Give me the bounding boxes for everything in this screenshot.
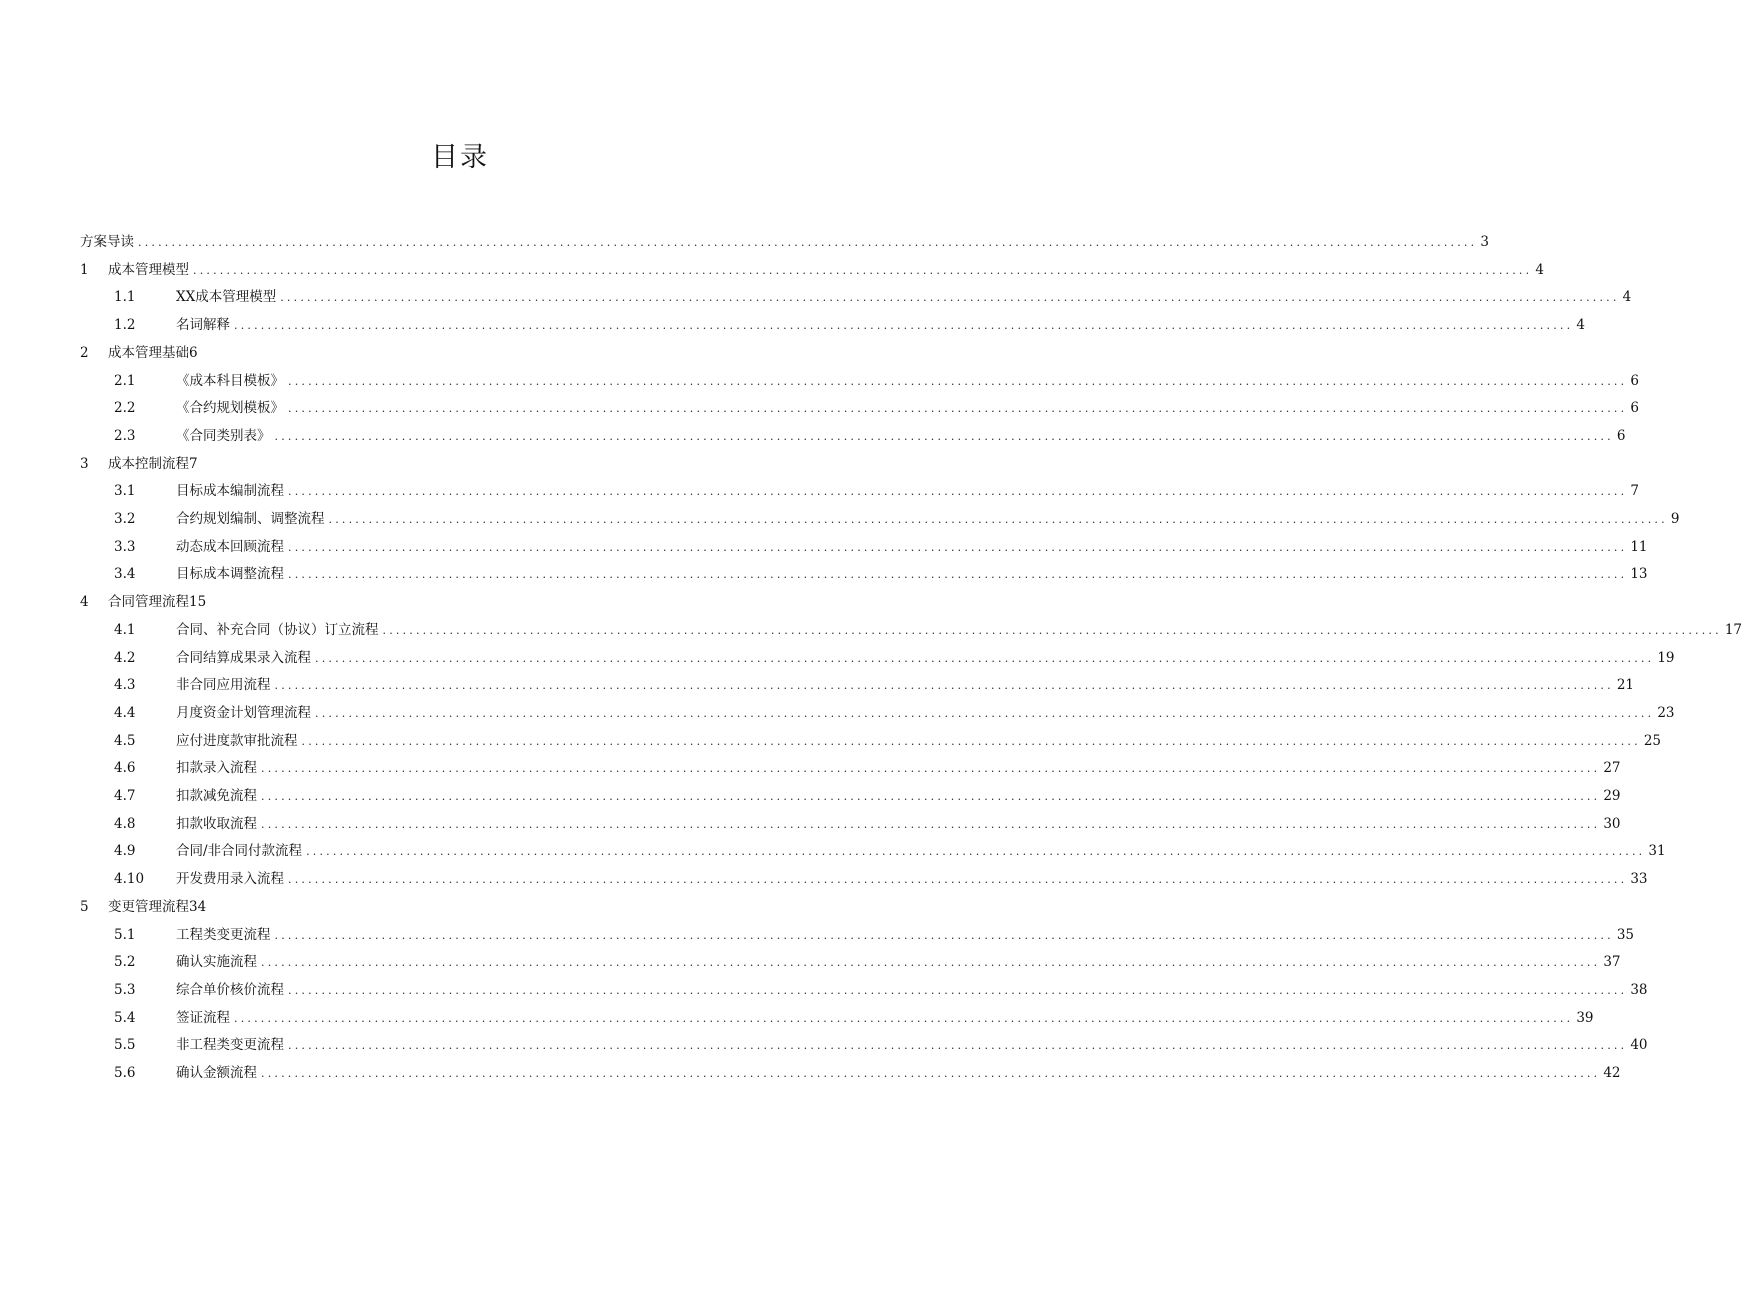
- toc-entry-number: 4.1: [114, 621, 136, 638]
- toc-entry-title: 签证流程: [176, 1009, 230, 1026]
- toc-entry-title: 成本控制流程7: [108, 455, 198, 472]
- toc-entry-title: 目标成本调整流程: [176, 566, 284, 583]
- toc-entry-page: 6: [1630, 372, 1639, 389]
- toc-dot-leader: ........................................................................................................................................................................................................: [234, 319, 1574, 333]
- toc-entry-page: 40: [1630, 1037, 1648, 1054]
- toc-dot-leader: ........................................................................................................................................................................................................: [274, 429, 1614, 443]
- toc-entry-title: 《合同类别表》: [176, 427, 271, 444]
- toc-entry[interactable]: [80, 894, 206, 920]
- toc-entry-title: 成本管理基础6: [108, 344, 198, 361]
- toc-dot-leader: ........................................................................................................................................................................................................: [382, 623, 1722, 637]
- toc-entry[interactable]: [114, 478, 1639, 504]
- toc-entry-number: 3.1: [114, 483, 136, 500]
- toc-entry[interactable]: [114, 838, 1666, 864]
- toc-entry-page: 11: [1630, 538, 1648, 555]
- toc-entry[interactable]: [114, 312, 1585, 338]
- toc-entry-page: 25: [1643, 732, 1662, 749]
- toc-dot-leader: ........................................................................................................................................................................................................: [138, 236, 1478, 249]
- toc-entry-title: 名词解释: [176, 317, 230, 334]
- toc-entry-page: 37: [1603, 954, 1621, 971]
- toc-entry-number: 4.6: [114, 760, 136, 777]
- toc-entry-page: 30: [1603, 815, 1621, 832]
- toc-entry[interactable]: [114, 395, 1639, 421]
- toc-entry-number: 5: [80, 898, 89, 915]
- toc-entry-number: 3.2: [114, 511, 136, 527]
- toc-entry-page: 13: [1630, 566, 1648, 583]
- toc-entry-title: 成本管理模型: [108, 261, 189, 278]
- toc-entry-number: 5.1: [114, 926, 136, 943]
- toc-dot-leader: ........................................................................................................................................................................................................: [288, 568, 1628, 582]
- toc-entry-page: 19: [1657, 649, 1675, 666]
- toc-entry-title: 动态成本回顾流程: [176, 538, 284, 555]
- toc-dot-leader: ........................................................................................................................................................................................................: [280, 291, 1620, 305]
- toc-entry-title: 扣款录入流程: [176, 760, 257, 777]
- toc-entry-page: 4: [1576, 317, 1585, 334]
- toc-entry-title: 合同、补充合同（协议）订立流程: [176, 621, 379, 638]
- toc-entry-number: 4.7: [114, 788, 136, 804]
- toc-entry-page: 39: [1576, 1009, 1594, 1026]
- toc-entry-title: 《合约规划模板》: [176, 400, 284, 417]
- toc-entry-number: 4.8: [114, 815, 136, 832]
- toc-entry[interactable]: [114, 534, 1648, 560]
- toc-entry[interactable]: [114, 977, 1648, 1003]
- toc-entry-title: 方案导读: [80, 234, 134, 250]
- toc-entry[interactable]: [80, 229, 1489, 255]
- toc-entry-page: 6: [1616, 427, 1626, 444]
- toc-entry-number: 2.1: [114, 372, 136, 389]
- toc-dot-leader: ........................................................................................................................................................................................................: [288, 374, 1628, 388]
- toc-entry[interactable]: [114, 617, 1742, 643]
- toc-entry-title: 确认实施流程: [176, 954, 257, 971]
- toc-entry-page: 23: [1657, 704, 1675, 721]
- toc-entry-title: 扣款收取流程: [176, 815, 257, 832]
- toc-dot-leader: ........................................................................................................................................................................................................: [274, 679, 1614, 693]
- page-title: 目录: [431, 142, 489, 173]
- toc-entry-number: 4.5: [114, 732, 136, 749]
- toc-entry-number: 4.2: [114, 649, 136, 666]
- toc-dot-leader: ........................................................................................................................................................................................................: [288, 1039, 1628, 1053]
- toc-entry-number: 4.3: [114, 677, 136, 694]
- toc-entry[interactable]: [114, 645, 1675, 671]
- toc-entry-page: 4: [1622, 289, 1632, 306]
- toc-entry-number: 4.9: [114, 843, 136, 860]
- toc-dot-leader: ........................................................................................................................................................................................................: [288, 540, 1628, 554]
- toc-dot-leader: ........................................................................................................................................................................................................: [193, 263, 1533, 277]
- toc-entry-number: 5.6: [114, 1065, 136, 1081]
- toc-entry-number: 5.3: [114, 981, 136, 998]
- toc-dot-leader: ........................................................................................................................................................................................................: [288, 402, 1628, 416]
- toc-entry-page: 6: [1630, 400, 1639, 417]
- toc-dot-leader: ........................................................................................................................................................................................................: [234, 1011, 1574, 1025]
- toc-entry[interactable]: [114, 728, 1662, 754]
- toc-entry-title: 综合单价核价流程: [176, 981, 284, 998]
- toc-entry-page: 4: [1535, 261, 1544, 278]
- toc-entry-title: 合同/非合同付款流程: [176, 843, 303, 860]
- toc-entry-title: 开发费用录入流程: [176, 871, 284, 888]
- toc-entry-page: 42: [1603, 1065, 1621, 1081]
- toc-dot-leader: ........................................................................................................................................................................................................: [306, 845, 1646, 859]
- toc-entry-page: 33: [1630, 871, 1648, 888]
- toc-entry-page: 38: [1630, 981, 1648, 998]
- toc-entry-title: 变更管理流程34: [108, 898, 207, 915]
- toc-dot-leader: ........................................................................................................................................................................................................: [261, 817, 1601, 831]
- toc-entry-page: 21: [1616, 677, 1635, 694]
- toc-entry-number: 3.4: [114, 566, 136, 583]
- toc-entry[interactable]: [114, 949, 1621, 975]
- toc-entry[interactable]: [114, 811, 1621, 837]
- toc-dot-leader: ........................................................................................................................................................................................................: [261, 956, 1601, 970]
- toc-entry-page: 17: [1724, 621, 1742, 638]
- toc-entry[interactable]: [114, 755, 1621, 781]
- toc-entry-number: 1.1: [114, 289, 136, 306]
- toc-entry-number: 3: [80, 455, 89, 472]
- toc-entry-title: 合约规划编制、调整流程: [176, 511, 325, 527]
- toc-entry-page: 27: [1603, 760, 1621, 777]
- toc-entry[interactable]: [80, 257, 1544, 283]
- toc-entry-page: 35: [1616, 926, 1635, 943]
- toc-entry[interactable]: [114, 423, 1626, 449]
- toc-entry-number: 4: [80, 594, 89, 611]
- toc-dot-leader: ........................................................................................................................................................................................................: [288, 485, 1628, 499]
- toc-entry[interactable]: [114, 922, 1635, 948]
- toc-entry-number: 5.4: [114, 1009, 136, 1026]
- toc-entry-page: 29: [1603, 788, 1621, 804]
- toc-entry[interactable]: [114, 672, 1635, 698]
- toc-entry-number: 5.2: [114, 954, 136, 971]
- toc-entry-title: 确认金额流程: [176, 1065, 257, 1081]
- toc-entry-title: 《成本科目模板》: [176, 372, 284, 389]
- toc-entry[interactable]: [80, 589, 206, 615]
- toc-dot-leader: ........................................................................................................................................................................................................: [315, 706, 1655, 720]
- toc-entry-page: 31: [1648, 843, 1666, 860]
- toc-entry-title: 应付进度款审批流程: [176, 732, 298, 749]
- toc-entry[interactable]: [80, 451, 198, 477]
- toc-entry-page: 9: [1670, 511, 1680, 527]
- toc-entry[interactable]: [114, 700, 1675, 726]
- toc-entry[interactable]: [114, 368, 1639, 394]
- toc-entry-number: 4.4: [114, 704, 136, 721]
- toc-entry[interactable]: [114, 783, 1621, 809]
- toc-entry-title: XX成本管理模型: [176, 289, 277, 306]
- toc-entry-page: 7: [1630, 483, 1639, 500]
- toc-entry-number: 1: [80, 261, 89, 278]
- toc-entry-number: 5.5: [114, 1037, 136, 1054]
- toc-dot-leader: ........................................................................................................................................................................................................: [274, 928, 1614, 942]
- toc-entry-number: 2.3: [114, 427, 136, 444]
- toc-entry[interactable]: [114, 1005, 1594, 1031]
- toc-entry-title: 工程类变更流程: [176, 926, 271, 943]
- toc-entry-page: 3: [1480, 234, 1489, 250]
- toc-entry-title: 合同结算成果录入流程: [176, 649, 311, 666]
- toc-entry-title: 非工程类变更流程: [176, 1037, 284, 1054]
- toc-entry-title: 非合同应用流程: [176, 677, 271, 694]
- toc-dot-leader: ........................................................................................................................................................................................................: [261, 1067, 1601, 1080]
- toc-entry[interactable]: [114, 561, 1648, 587]
- toc-dot-leader: ........................................................................................................................................................................................................: [301, 734, 1641, 748]
- toc-entry-number: 3.3: [114, 538, 136, 555]
- toc-entry[interactable]: [114, 1060, 1621, 1086]
- toc-entry-title: 扣款减免流程: [176, 788, 257, 804]
- toc-dot-leader: ........................................................................................................................................................................................................: [288, 983, 1628, 997]
- toc-dot-leader: ........................................................................................................................................................................................................: [315, 651, 1655, 665]
- toc-entry[interactable]: [114, 506, 1680, 532]
- toc-entry[interactable]: [114, 866, 1648, 892]
- toc-entry-title: 目标成本编制流程: [176, 483, 284, 500]
- toc-entry[interactable]: [80, 340, 198, 366]
- toc-entry-number: 2: [80, 344, 89, 361]
- toc-dot-leader: ........................................................................................................................................................................................................: [261, 790, 1601, 803]
- toc-entry-number: 1.2: [114, 317, 136, 334]
- toc-dot-leader: ........................................................................................................................................................................................................: [261, 762, 1601, 776]
- toc-entry[interactable]: [114, 1032, 1648, 1058]
- toc-entry-number: 2.2: [114, 400, 136, 417]
- toc-entry-number: 4.10: [114, 871, 145, 888]
- toc-dot-leader: ........................................................................................................................................................................................................: [288, 873, 1628, 887]
- toc-entry[interactable]: [114, 284, 1632, 310]
- toc-entry-title: 合同管理流程15: [108, 594, 207, 611]
- toc-entry-title: 月度资金计划管理流程: [176, 704, 311, 721]
- toc-dot-leader: ........................................................................................................................................................................................................: [328, 513, 1668, 526]
